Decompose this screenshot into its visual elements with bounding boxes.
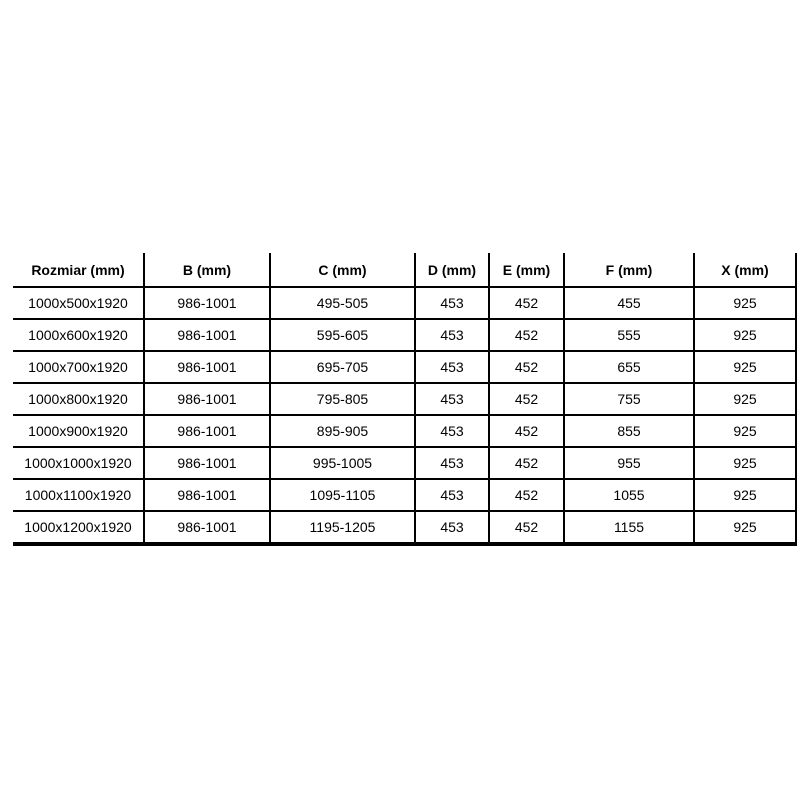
table-row-2: [13, 351, 796, 383]
table-cell: 925: [694, 383, 796, 415]
table-cell: 453: [415, 447, 489, 479]
table-cell: 453: [415, 479, 489, 511]
table-cell: 595-605: [270, 319, 415, 351]
table-cell: 1000x700x1920: [13, 351, 144, 383]
table-cell: 452: [489, 479, 564, 511]
table-cell: 986-1001: [144, 447, 270, 479]
table-cell: 655: [564, 351, 694, 383]
table-cell: 555: [564, 319, 694, 351]
table-cell: 453: [415, 351, 489, 383]
table-cell: 1155: [564, 511, 694, 544]
table-row-6: [13, 479, 796, 511]
table-cell: 755: [564, 383, 694, 415]
column-header-0: Rozmiar (mm): [13, 253, 144, 287]
table-cell: 1095-1105: [270, 479, 415, 511]
table-cell: 453: [415, 415, 489, 447]
table-cell: 453: [415, 319, 489, 351]
table-cell: 1000x1100x1920: [13, 479, 144, 511]
table-cell: 855: [564, 415, 694, 447]
table-row-1: [13, 319, 796, 351]
table-row-5: [13, 447, 796, 479]
table-cell: 452: [489, 351, 564, 383]
table-cell: 453: [415, 287, 489, 319]
table-cell: 995-1005: [270, 447, 415, 479]
header-row: [13, 253, 796, 287]
table-cell: 453: [415, 511, 489, 544]
table-cell: 452: [489, 415, 564, 447]
table-cell: 452: [489, 511, 564, 544]
table-row-3: [13, 383, 796, 415]
table-cell: 986-1001: [144, 383, 270, 415]
column-header-6: X (mm): [694, 253, 796, 287]
table-row-7: [13, 511, 796, 544]
table-cell: 925: [694, 287, 796, 319]
table-cell: 452: [489, 319, 564, 351]
table-cell: 453: [415, 383, 489, 415]
table-cell: 452: [489, 447, 564, 479]
table-cell: 1000x500x1920: [13, 287, 144, 319]
size-table-container: [13, 253, 797, 546]
table-cell: 925: [694, 479, 796, 511]
table-cell: 986-1001: [144, 319, 270, 351]
table-row-0: [13, 287, 796, 319]
table-cell: 495-505: [270, 287, 415, 319]
table-cell: 695-705: [270, 351, 415, 383]
size-table: [13, 253, 797, 546]
column-header-1: B (mm): [144, 253, 270, 287]
table-cell: 452: [489, 383, 564, 415]
column-header-2: C (mm): [270, 253, 415, 287]
table-cell: 925: [694, 511, 796, 544]
column-header-4: E (mm): [489, 253, 564, 287]
table-cell: 925: [694, 319, 796, 351]
table-cell: 455: [564, 287, 694, 319]
size-table-head: [13, 253, 796, 287]
column-header-5: F (mm): [564, 253, 694, 287]
table-cell: 1000x1200x1920: [13, 511, 144, 544]
table-cell: 795-805: [270, 383, 415, 415]
table-cell: 955: [564, 447, 694, 479]
table-cell: 925: [694, 415, 796, 447]
table-cell: 986-1001: [144, 479, 270, 511]
table-cell: 1000x800x1920: [13, 383, 144, 415]
table-cell: 1055: [564, 479, 694, 511]
table-cell: 1000x600x1920: [13, 319, 144, 351]
table-cell: 986-1001: [144, 415, 270, 447]
table-cell: 986-1001: [144, 351, 270, 383]
table-cell: 895-905: [270, 415, 415, 447]
size-table-body: [13, 287, 796, 544]
table-row-4: [13, 415, 796, 447]
table-cell: 986-1001: [144, 287, 270, 319]
table-cell: 1195-1205: [270, 511, 415, 544]
table-cell: 925: [694, 447, 796, 479]
column-header-3: D (mm): [415, 253, 489, 287]
table-cell: 1000x900x1920: [13, 415, 144, 447]
table-cell: 452: [489, 287, 564, 319]
table-cell: 1000x1000x1920: [13, 447, 144, 479]
table-cell: 986-1001: [144, 511, 270, 544]
table-cell: 925: [694, 351, 796, 383]
